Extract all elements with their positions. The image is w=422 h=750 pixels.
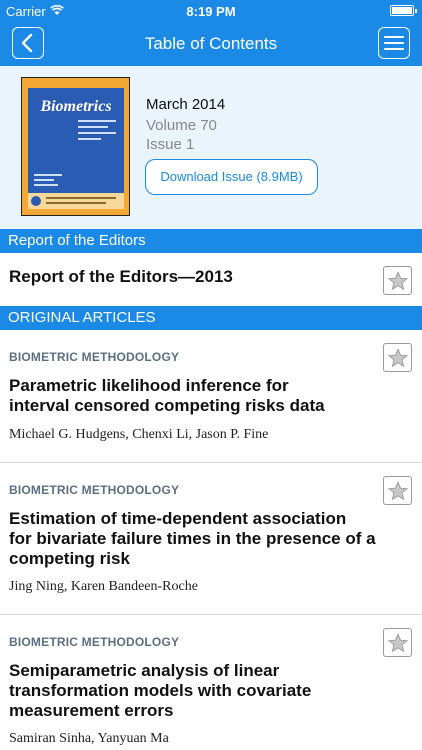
issue-info — [0, 66, 422, 229]
article-title-line: for bivariate failure times in the presence of a — [9, 529, 376, 548]
issue-cover-image[interactable] — [21, 77, 130, 216]
article-title — [9, 509, 409, 569]
page-title: Table of Contents — [144, 34, 278, 53]
clock: 8:19 PM — [186, 4, 236, 19]
battery-icon — [390, 5, 414, 16]
article-authors: Michael G. Hudgens, Chenxi Li, Jason P. Fine — [9, 427, 269, 442]
article-title-line: Estimation of time-dependent association — [9, 509, 347, 528]
hamburger-menu-icon — [379, 28, 409, 58]
download-issue-button[interactable]: Download Issue (8.9MB) — [145, 159, 318, 195]
status-bar — [0, 0, 422, 22]
list-item[interactable] — [0, 463, 422, 614]
article-authors: Jing Ning, Karen Bandeen-Roche — [9, 579, 198, 594]
favorite-button[interactable] — [383, 266, 412, 295]
star-icon — [387, 270, 409, 292]
carrier-label: Carrier — [6, 4, 46, 19]
article-category: BIOMETRIC METHODOLOGY — [9, 635, 180, 649]
article-authors: Samiran Sinha, Yanyuan Ma — [9, 731, 169, 746]
issue-number: Issue 1 — [146, 136, 195, 153]
section-header-report: Report of the Editors — [0, 229, 422, 253]
society-seal-icon — [31, 196, 41, 206]
navigation-bar — [0, 22, 422, 66]
list-item[interactable] — [0, 330, 422, 462]
issue-date: March 2014 — [146, 96, 226, 113]
article-category: BIOMETRIC METHODOLOGY — [9, 483, 180, 497]
cover-logo: Biometrics — [40, 98, 112, 115]
menu-button[interactable] — [378, 27, 410, 59]
list-item[interactable] — [0, 615, 422, 750]
issue-volume: Volume 70 — [146, 117, 217, 134]
section-header-original-articles: ORIGINAL ARTICLES — [0, 306, 422, 330]
favorite-button[interactable] — [383, 476, 412, 505]
star-icon — [387, 480, 409, 502]
article-title — [9, 661, 379, 721]
article-category: BIOMETRIC METHODOLOGY — [9, 350, 180, 364]
favorite-button[interactable] — [383, 343, 412, 372]
favorite-button[interactable] — [383, 628, 412, 657]
article-title — [9, 376, 379, 416]
article-title-line: interval censored competing risks data — [9, 396, 325, 415]
star-icon — [387, 632, 409, 654]
article-title-line: Semiparametric analysis of linear — [9, 661, 280, 680]
article-title: Report of the Editors—2013 — [9, 267, 233, 286]
article-title-line: measurement errors — [9, 701, 174, 720]
article-title-line: competing risk — [9, 549, 130, 568]
star-icon — [387, 347, 409, 369]
article-title-line: transformation models with covariate — [9, 681, 312, 700]
list-item[interactable] — [0, 253, 422, 306]
article-title-line: Parametric likelihood inference for — [9, 376, 289, 395]
